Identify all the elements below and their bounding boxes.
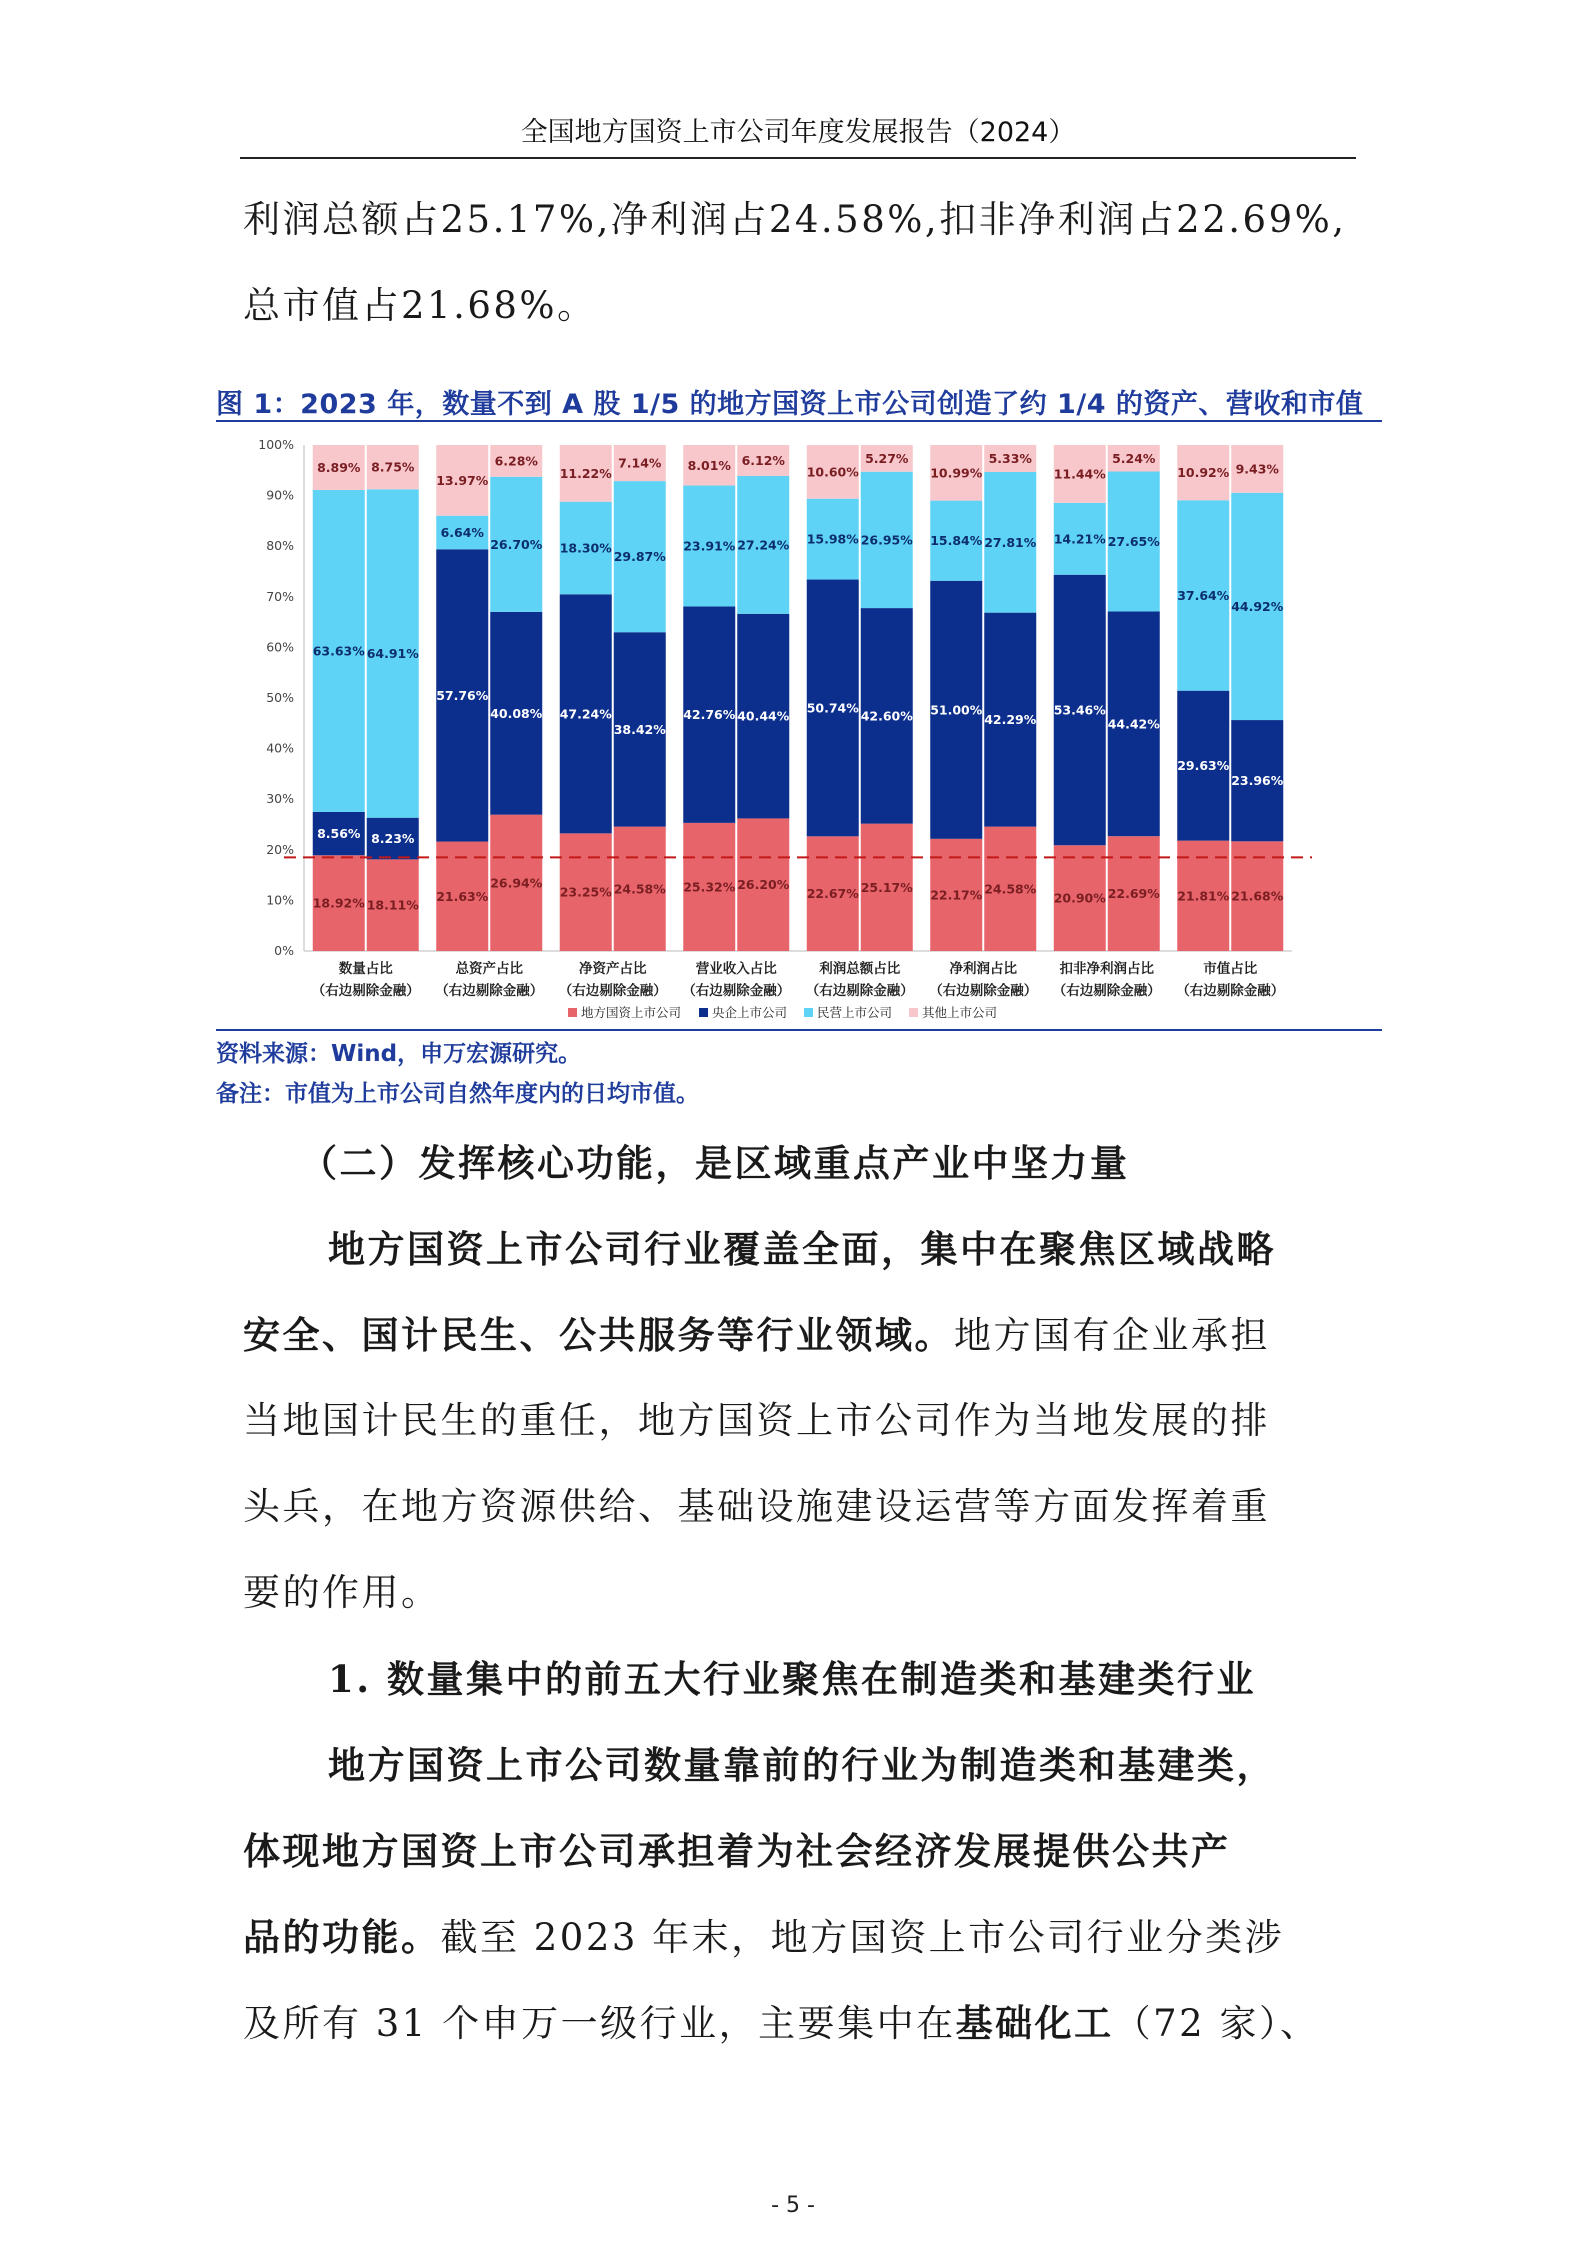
data-label: 26.94% — [490, 875, 543, 891]
data-label: 44.92% — [1231, 598, 1284, 614]
paragraph-line — [243, 1292, 1355, 1379]
data-label: 10.92% — [1177, 465, 1230, 481]
data-label: 29.63% — [1177, 758, 1230, 774]
legend-swatch — [804, 1008, 813, 1017]
data-label: 8.56% — [317, 826, 361, 842]
legend-label: 其他上市公司 — [922, 1005, 998, 1020]
paragraph-line: 要的作用。 — [243, 1571, 441, 1614]
paragraph-line: 当地国计民生的重任，地方国资上市公司作为当地发展的排 — [243, 1399, 1270, 1442]
data-label: 37.64% — [1177, 587, 1230, 603]
data-label: 5.27% — [865, 450, 909, 466]
data-label: 13.97% — [436, 472, 489, 488]
data-label: 11.44% — [1053, 466, 1106, 482]
y-tick-label: 0% — [274, 943, 294, 958]
legend-label: 地方国资上市公司 — [581, 1005, 682, 1020]
legend-label: 央企上市公司 — [712, 1005, 788, 1020]
page-number: - 5 - — [771, 2193, 815, 2218]
legend-swatch — [909, 1008, 918, 1017]
paragraph-line — [243, 1894, 1355, 1981]
data-label: 11.22% — [559, 465, 612, 481]
y-tick-label: 80% — [266, 538, 294, 554]
data-label: 40.08% — [490, 705, 543, 721]
data-label: 6.64% — [440, 524, 484, 540]
data-label: 29.87% — [613, 549, 666, 565]
data-label: 53.46% — [1053, 702, 1106, 718]
data-label: 5.24% — [1112, 450, 1156, 466]
data-label: 26.95% — [860, 532, 913, 548]
data-label: 21.68% — [1231, 888, 1284, 904]
bold-text: 品的功能。 — [243, 1915, 441, 1959]
page-header: 全国地方国资上市公司年度发展报告（2024） — [520, 117, 1076, 148]
section-heading: （二）发挥核心功能，是区域重点产业中坚力量 — [300, 1141, 1130, 1185]
data-label: 22.67% — [806, 886, 859, 902]
paragraph-line: 头兵，在地方资源供给、基础设施建设运营等方面发挥着重 — [243, 1485, 1270, 1528]
data-label: 47.24% — [559, 706, 612, 722]
plain-text: 截至 2023 年末，地方国资上市公司行业分类涉 — [440, 1916, 1285, 1959]
category-label: 净资产占比 — [579, 961, 647, 977]
paragraph-line: 地方国资上市公司数量靠前的行业为制造类和基建类， — [328, 1743, 1276, 1787]
data-label: 64.91% — [366, 645, 419, 661]
category-sublabel: （右边剔除金融） — [311, 983, 420, 999]
y-tick-label: 40% — [266, 740, 294, 756]
data-label: 15.98% — [806, 531, 859, 547]
data-label: 27.65% — [1107, 533, 1160, 549]
figure-title-rule — [216, 420, 1382, 422]
data-label: 24.58% — [613, 881, 666, 897]
plain-text: （72 家）、 — [1113, 2002, 1320, 2045]
category-sublabel: （右边剔除金融） — [558, 983, 667, 999]
figure-source: 资料来源：Wind，申万宏源研究。 — [216, 1041, 582, 1067]
data-label: 42.60% — [860, 708, 913, 724]
paragraph-line: 总市值占21.68%。 — [243, 284, 597, 327]
data-label: 18.11% — [366, 897, 419, 913]
data-label: 40.44% — [737, 708, 790, 724]
data-label: 8.89% — [317, 459, 361, 475]
data-label: 18.92% — [312, 895, 365, 911]
plain-text: 地方国有企业承担 — [954, 1314, 1270, 1357]
category-label: 利润总额占比 — [819, 961, 901, 977]
data-label: 57.76% — [436, 687, 489, 703]
category-sublabel: （右边剔除金融） — [435, 983, 544, 999]
data-label: 10.99% — [930, 465, 983, 481]
category-label: 市值占比 — [1203, 961, 1258, 977]
data-label: 8.75% — [371, 459, 415, 475]
paragraph-line: 地方国资上市公司行业覆盖全面，集中在聚焦区域战略 — [328, 1227, 1276, 1271]
legend-label: 民营上市公司 — [817, 1005, 893, 1020]
data-label: 23.96% — [1231, 773, 1284, 789]
paragraph-line: 体现地方国资上市公司承担着为社会经济发展提供公共产 — [243, 1829, 1231, 1873]
data-label: 25.17% — [860, 879, 913, 895]
plain-text: 及所有 31 个申万一级行业，主要集中在 — [243, 2002, 956, 2045]
data-label: 26.20% — [737, 877, 790, 893]
data-label: 26.70% — [490, 536, 543, 552]
bold-text: 安全、国计民生、公共服务等行业领域。 — [243, 1313, 954, 1357]
y-tick-label: 60% — [266, 639, 294, 655]
y-tick-label: 70% — [266, 588, 294, 604]
data-label: 38.42% — [613, 721, 666, 737]
data-label: 44.42% — [1107, 716, 1160, 732]
y-tick-label: 30% — [266, 791, 294, 807]
category-label: 营业收入占比 — [695, 961, 777, 977]
stacked-bar-chart — [216, 425, 1382, 1025]
header-rule — [240, 157, 1356, 159]
bold-text: 基础化工 — [955, 2001, 1114, 2045]
data-label: 42.76% — [683, 707, 736, 723]
data-label: 20.90% — [1053, 890, 1106, 906]
data-label: 6.28% — [494, 453, 538, 469]
category-sublabel: （右边剔除金融） — [1052, 983, 1161, 999]
data-label: 42.29% — [984, 712, 1037, 728]
figure-title: 图 1：2023 年，数量不到 A 股 1/5 的地方国资上市公司创造了约 1/4 的资产、营收和市值 — [216, 389, 1364, 420]
data-label: 21.81% — [1177, 888, 1230, 904]
data-label: 9.43% — [1235, 461, 1279, 477]
data-label: 7.14% — [618, 455, 662, 471]
data-label: 63.63% — [312, 643, 365, 659]
category-label: 数量占比 — [338, 961, 393, 977]
data-label: 25.32% — [683, 879, 736, 895]
legend-swatch — [568, 1008, 577, 1017]
sub-heading: 1. 数量集中的前五大行业聚焦在制造类和基建类行业 — [328, 1657, 1257, 1701]
data-label: 22.69% — [1107, 886, 1160, 902]
category-sublabel: （右边剔除金融） — [805, 983, 914, 999]
data-label: 22.17% — [930, 887, 983, 903]
legend-swatch — [699, 1008, 708, 1017]
category-sublabel: （右边剔除金融） — [929, 983, 1038, 999]
category-label: 净利润占比 — [949, 961, 1017, 977]
data-label: 51.00% — [930, 702, 983, 718]
data-label: 8.01% — [687, 457, 731, 473]
data-label: 27.24% — [737, 537, 790, 553]
category-sublabel: （右边剔除金融） — [1176, 983, 1285, 999]
data-label: 18.30% — [559, 540, 612, 556]
figure-bottom-rule — [216, 1029, 1382, 1031]
data-label: 14.21% — [1053, 531, 1106, 547]
paragraph-line — [243, 1980, 1355, 2067]
data-label: 6.12% — [741, 452, 785, 468]
y-tick-label: 90% — [266, 487, 294, 503]
data-label: 21.63% — [436, 888, 489, 904]
data-label: 8.23% — [371, 831, 415, 847]
category-sublabel: （右边剔除金融） — [682, 983, 791, 999]
data-label: 23.25% — [559, 884, 612, 900]
data-label: 27.81% — [984, 534, 1037, 550]
y-tick-label: 50% — [266, 690, 294, 705]
data-label: 24.58% — [984, 881, 1037, 897]
data-label: 10.60% — [806, 464, 859, 480]
data-label: 23.91% — [683, 538, 736, 554]
y-tick-label: 20% — [266, 841, 294, 857]
category-label: 扣非净利润占比 — [1059, 961, 1154, 977]
data-label: 15.84% — [930, 533, 983, 549]
data-label: 50.74% — [806, 700, 859, 716]
data-label: 5.33% — [988, 450, 1032, 466]
figure-remark: 备注：市值为上市公司自然年度内的日均市值。 — [216, 1081, 699, 1107]
y-tick-label: 100% — [258, 437, 294, 452]
y-tick-label: 10% — [266, 892, 294, 908]
category-label: 总资产占比 — [455, 961, 523, 977]
paragraph-line: 利润总额占25.17%,净利润占24.58%,扣非净利润占22.69%, — [243, 198, 1347, 241]
